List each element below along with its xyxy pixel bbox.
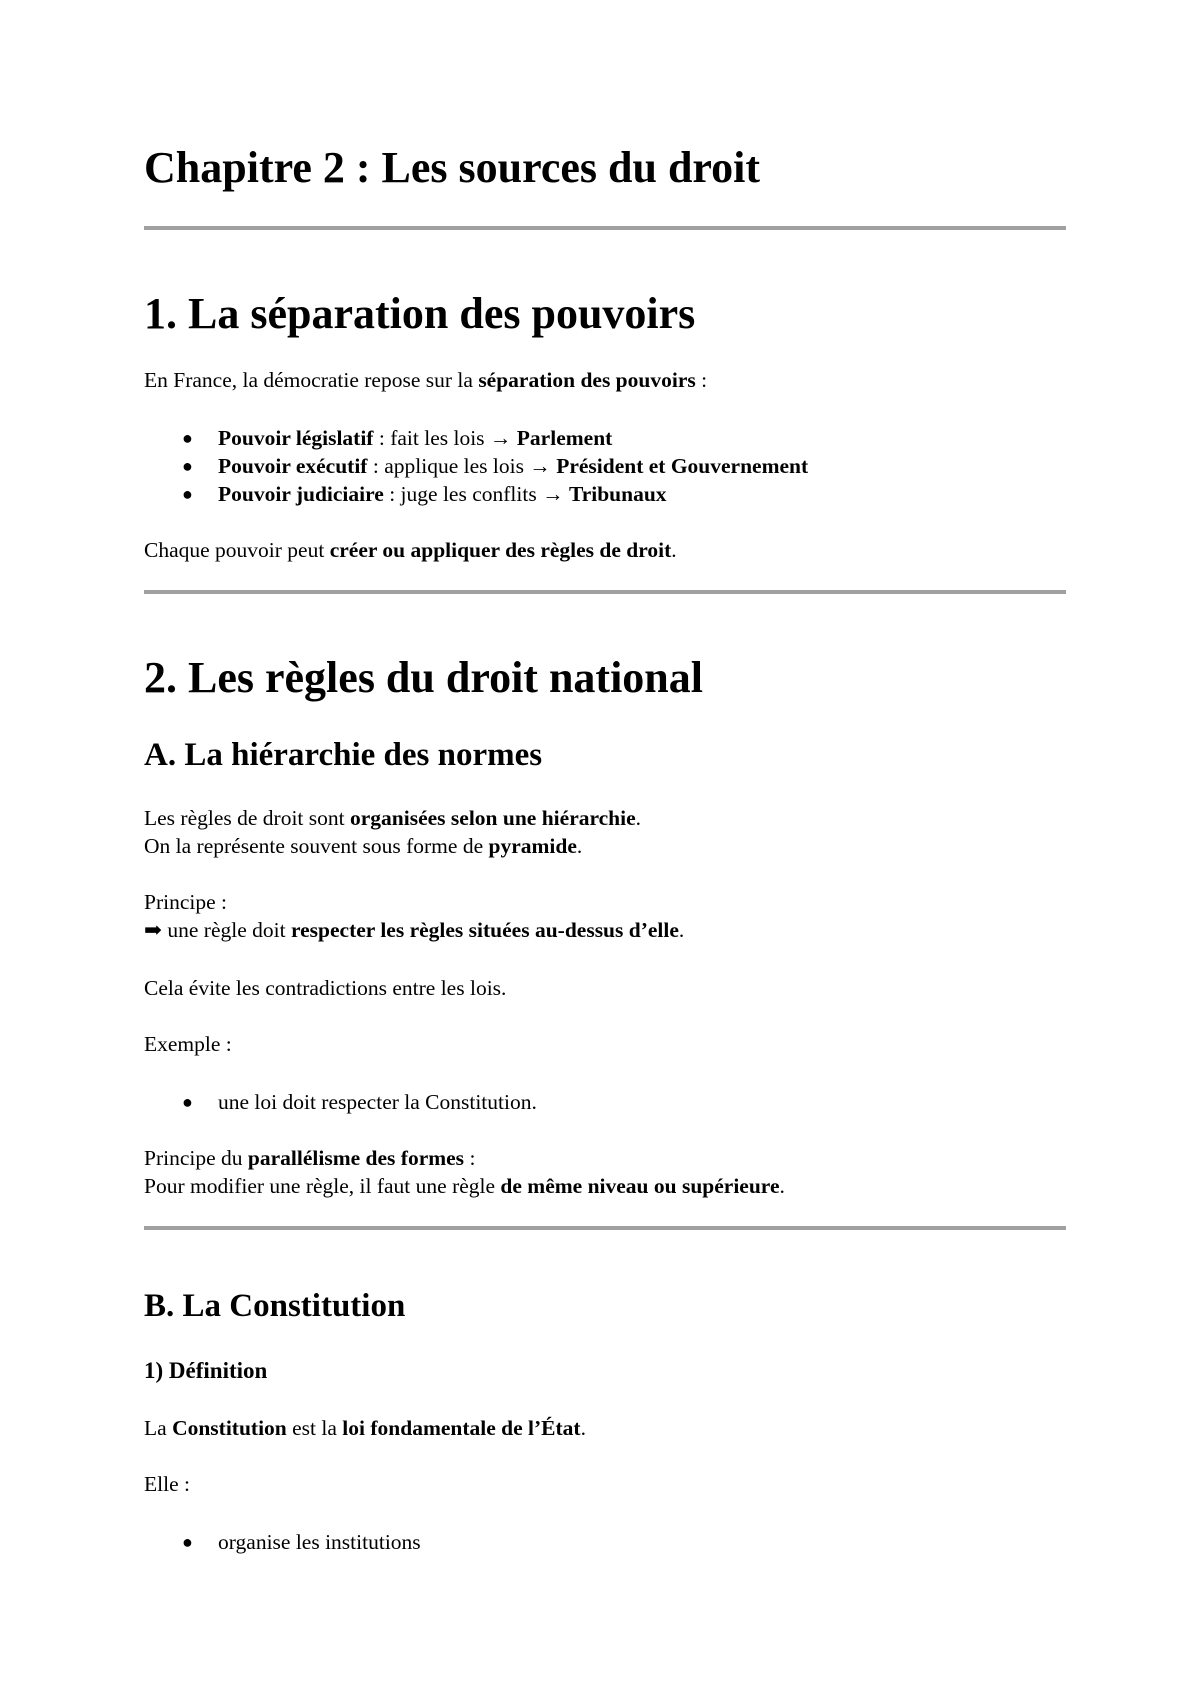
list-item: ● une loi doit respecter la Constitution.	[182, 1090, 537, 1114]
example-label: Exemple :	[144, 1032, 232, 1056]
chapter-title: Chapitre 2 : Les sources du droit	[144, 143, 761, 192]
section-1-intro: En France, la démocratie repose sur la séparation des pouvoirs :	[144, 368, 708, 392]
horizontal-rule	[144, 590, 1066, 594]
hierarchy-line-1: Les règles de droit sont organisées selon une hiérarchie.	[144, 806, 642, 830]
horizontal-rule	[144, 1226, 1066, 1230]
modify-rule-text: Pour modifier une règle, il faut une règle de même niveau ou supérieure.	[144, 1174, 785, 1198]
principle-text: ➡ une règle doit respecter les règles situées au-dessus d’elle.	[144, 918, 685, 942]
list-item: ● Pouvoir exécutif : applique les lois → Président et Gouvernement	[182, 454, 809, 478]
section-1-title: 1. La séparation des pouvoirs	[144, 289, 696, 338]
subsection-b-title: B. La Constitution	[144, 1288, 406, 1324]
definition-title: 1) Définition	[144, 1358, 268, 1383]
constitution-definition: La Constitution est la loi fondamentale de l’État.	[144, 1416, 586, 1440]
bullet-icon: ●	[182, 1532, 193, 1552]
section-1-conclusion: Chaque pouvoir peut créer ou appliquer des règles de droit.	[144, 538, 677, 562]
bullet-icon: ●	[182, 428, 193, 448]
constitution-roles-list	[144, 1528, 421, 1556]
powers-list	[144, 424, 808, 508]
example-list	[144, 1088, 537, 1116]
list-item: ● Pouvoir judiciaire : juge les conflits → Tribunaux	[182, 482, 667, 506]
hierarchy-line-2: On la représente souvent sous forme de pyramide.	[144, 834, 583, 858]
bullet-icon: ●	[182, 1092, 193, 1112]
list-item: ● Pouvoir législatif : fait les lois → Parlement	[182, 426, 613, 450]
bullet-icon: ●	[182, 484, 193, 504]
section-2-title: 2. Les règles du droit national	[144, 653, 704, 702]
principle-label: Principe :	[144, 890, 227, 914]
horizontal-rule	[144, 226, 1066, 230]
contradictions-text: Cela évite les contradictions entre les lois.	[144, 976, 507, 1000]
bullet-icon: ●	[182, 456, 193, 476]
parallelism-label: Principe du parallélisme des formes :	[144, 1146, 476, 1170]
elle-label: Elle :	[144, 1472, 190, 1496]
subsection-a-title: A. La hiérarchie des normes	[144, 737, 543, 773]
list-item: ● organise les institutions	[182, 1530, 421, 1554]
